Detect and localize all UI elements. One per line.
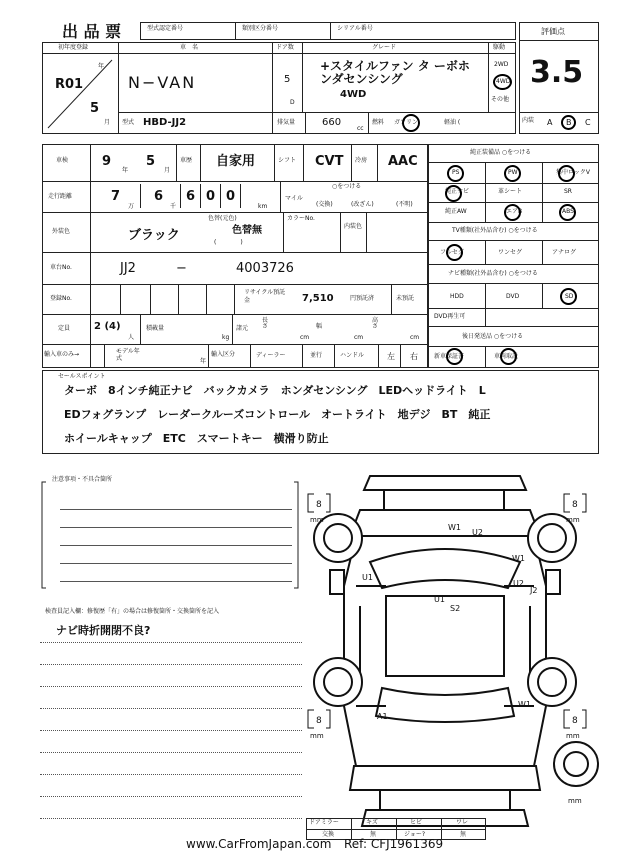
- main-info-box: [42, 144, 428, 368]
- handle-right: 右: [410, 352, 418, 361]
- mark-a1-rear: A1: [377, 712, 388, 721]
- dim-width: 幅: [316, 323, 323, 330]
- nav-dvd: DVD: [506, 293, 520, 300]
- mirror-header-2: キズ: [366, 819, 378, 826]
- import-dealer: ディーラー: [256, 352, 286, 359]
- import-model-year: モデル年式: [116, 348, 140, 362]
- first-reg-month-unit: 月: [104, 119, 111, 126]
- grade-sub: 4WD: [340, 89, 367, 100]
- mirror-cell-3: ジョー?: [404, 831, 426, 838]
- dim-width-unit: cm: [354, 334, 364, 341]
- color-code-label: カラーNo.: [287, 215, 315, 222]
- interior-label: 内装: [522, 117, 535, 124]
- recycle-deposited: 円預託済: [350, 295, 375, 302]
- tire-rr-unit: mm: [566, 732, 580, 740]
- drive-4wd-circle: [493, 74, 512, 90]
- interior-c: C: [585, 118, 591, 127]
- mileage-circle-label: ○をつける: [332, 183, 362, 190]
- nav-title: ナビ種類(社外品含む) ○をつける: [448, 270, 538, 277]
- tv-oneseg: ワンセグ: [498, 249, 523, 256]
- import-parallel: 並行: [310, 352, 323, 359]
- sheet-title: 出 品 票: [62, 22, 122, 41]
- grade-label: グレード: [372, 44, 397, 51]
- import-year-unit: 年: [200, 358, 207, 365]
- chassis-number: 4003726: [236, 261, 294, 276]
- header-codes-box: [140, 22, 516, 40]
- equip-aw: 純正AW: [445, 208, 467, 215]
- mirror-cell-2: 無: [370, 831, 377, 838]
- inspection-year-unit: 年: [122, 167, 129, 174]
- tire-fr-unit: mm: [566, 516, 580, 524]
- inspection-month-unit: 月: [164, 167, 171, 174]
- color-orig-label: 色替(元色): [208, 215, 237, 222]
- equip-navi: 純正ナビ: [445, 188, 470, 195]
- drive-4wd: 4WD: [496, 78, 511, 85]
- load-label: 積載量: [146, 325, 165, 332]
- chassis-label: 車台No.: [50, 264, 72, 271]
- shift-value: CVT: [315, 154, 344, 169]
- car-damage-diagram: [300, 466, 600, 836]
- tv-title: TV種類(社外品含む) ○をつける: [452, 227, 538, 234]
- score-label: 評価点: [541, 27, 565, 36]
- import-cat-label: 輸入区分: [211, 351, 236, 358]
- tire-rr-depth: 8: [572, 716, 578, 726]
- equip-pw: PW: [508, 169, 518, 176]
- capacity-unit: 人: [128, 334, 135, 341]
- category-label: 類別区分番号: [242, 25, 279, 32]
- later-manual-circle: [500, 348, 517, 365]
- later-warranty-circle: [446, 348, 463, 365]
- fuel-gasoline-circle: [402, 114, 420, 132]
- interior-color-label: 内装色: [344, 223, 363, 230]
- equip-ps-circle: [447, 165, 464, 182]
- first-reg-month: 5: [90, 101, 100, 116]
- history-label: 車歴: [180, 157, 193, 164]
- load-unit: kg: [222, 334, 230, 341]
- drive-2wd: 2WD: [494, 61, 509, 68]
- chassis-prefix: JJ2: [120, 261, 136, 276]
- watermark-ref: Ref: CFJ1961369: [344, 837, 444, 851]
- grade-value: +スタイルファン タ ーボホンダセンシング: [320, 59, 470, 86]
- name-label: 車 名: [180, 44, 199, 51]
- tv-fullseg-circle: [446, 244, 463, 261]
- handle-label: ハンドル: [340, 352, 365, 359]
- color-value: ブラック: [128, 228, 180, 243]
- inspector-label: 検査員記入欄：修復歴「有」の場合は修復箇所・交換箇所を記入: [45, 608, 220, 615]
- mileage-meter-label: マイル: [285, 195, 303, 202]
- dim-length: 長さ: [262, 317, 269, 330]
- dim-length-unit: cm: [300, 334, 310, 341]
- nav-sd: SD: [565, 293, 574, 300]
- mileage-label: 走行距離: [48, 193, 73, 200]
- score-value: 3.5: [530, 55, 584, 90]
- fuel-gasoline: ガソリン: [394, 119, 419, 126]
- later-warranty: 新車保証書: [434, 353, 465, 360]
- disp-unit: cc: [357, 125, 364, 132]
- import-label: 輸入車のみ→: [44, 351, 80, 358]
- equipment-title: 純正装備品 ○をつける: [470, 149, 532, 156]
- mark-s2-roof: S2: [450, 604, 461, 613]
- inspector-note-1: ナビ時折開閉不良?: [56, 624, 151, 637]
- equip-central-lock: 集中ロックV: [556, 169, 590, 176]
- reg-label: 登録No.: [50, 295, 72, 302]
- tire-rl-depth: 8: [316, 716, 322, 726]
- mileage-km: km: [258, 203, 268, 210]
- mark-u1-roof: U1: [434, 595, 445, 604]
- tire-fr-depth: 8: [572, 500, 578, 510]
- equip-sr: SR: [564, 188, 572, 195]
- mileage-opt-exchange: (交換): [316, 201, 333, 208]
- drive-other: その他: [491, 96, 510, 103]
- chassis-dash: −: [176, 261, 187, 276]
- interior-a: A: [547, 118, 553, 127]
- equip-pw-circle: [504, 165, 521, 182]
- doors-sub: D: [290, 99, 295, 106]
- equip-navi-circle: [445, 185, 462, 202]
- vehicle-name: N−VAN: [128, 73, 197, 92]
- equip-airbag-circle: [504, 204, 521, 221]
- model-label: 型式: [122, 119, 135, 126]
- tv-analog: アナログ: [552, 249, 577, 256]
- mileage-d3: 6: [186, 189, 196, 204]
- tv-fullseg: フルセグ: [440, 249, 464, 256]
- disp-value: 660: [322, 117, 342, 128]
- ac-value: AAC: [388, 154, 418, 169]
- doors-value: 5: [284, 74, 291, 85]
- color-paren: ( ): [214, 239, 243, 246]
- inspection-month: 5: [146, 154, 156, 169]
- mileage-d5: 0: [226, 189, 236, 204]
- color-label: 外装色: [52, 228, 71, 235]
- mileage-sen: 千: [170, 203, 177, 210]
- mark-u2-front: U2: [472, 528, 483, 537]
- dim-label: 諸元: [236, 325, 249, 332]
- fuel-diesel: 軽油 (: [444, 119, 461, 126]
- color-orig-value: 色替無: [232, 225, 262, 236]
- history-value: 自家用: [216, 154, 256, 169]
- drive-label: 駆動: [493, 44, 506, 51]
- equip-abs-circle: [559, 204, 576, 221]
- mark-j2-right: J2: [530, 586, 538, 595]
- mirror-header-3: ヒビ: [410, 819, 423, 826]
- sales-line-1: ターボ 8インチ純正ナビ バックカメラ ホンダセンシング LEDヘッドライト L: [64, 384, 486, 397]
- fuel-label: 燃料: [372, 119, 385, 126]
- type-cert-label: 型式認定番号: [147, 25, 184, 32]
- recycle-label: リサイクル預託金: [244, 289, 286, 304]
- first-reg-diagonal: [44, 56, 116, 132]
- equip-central-lock-circle: [558, 165, 575, 182]
- spare-tire-unit: mm: [568, 797, 582, 805]
- dim-height: 高さ: [372, 317, 379, 330]
- shift-label: シフト: [278, 157, 297, 164]
- serial-label: シリアル番号: [337, 25, 373, 32]
- mark-w1-front: W1: [448, 523, 461, 532]
- interior-b: B: [566, 118, 572, 127]
- first-reg-label: 初年度登録: [58, 44, 89, 51]
- mirror-cell-1: 交換: [322, 831, 335, 838]
- notes-label: 注意事項・不具合箇所: [52, 476, 113, 483]
- equip-ps: PS: [452, 169, 460, 176]
- mileage-opt-tamper: (改ざん): [351, 201, 374, 208]
- notes-bracket: [40, 476, 302, 594]
- tire-fl-unit: mm: [310, 516, 324, 524]
- first-reg-era: R01: [55, 77, 84, 92]
- mark-u2-right: U2: [513, 579, 524, 588]
- mileage-d2: 6: [154, 189, 164, 204]
- mileage-opt-unknown: (不明): [396, 201, 413, 208]
- inspection-year: 9: [102, 154, 112, 169]
- equip-leather: 革シート: [498, 188, 523, 195]
- capacity-value: 2 (4): [94, 321, 121, 332]
- mark-u1-left: U1: [362, 573, 373, 582]
- sales-line-3: ホイールキャップ ETC スマートキー 横滑り防止: [64, 432, 329, 445]
- disp-label: 排気量: [277, 119, 296, 126]
- inspection-label: 車検: [56, 157, 69, 164]
- watermark-site: www.CarFromJapan.com: [186, 837, 332, 851]
- recycle-not-deposited: 未預託: [396, 295, 415, 302]
- capacity-label: 定員: [58, 325, 71, 332]
- mark-w1-rear: W1: [518, 700, 531, 709]
- handle-left: 左: [387, 352, 395, 361]
- nav-dvd-play: DVD再生可: [434, 313, 466, 320]
- ac-label: 冷房: [355, 157, 368, 164]
- mileage-d1: 7: [111, 189, 121, 204]
- model-value: HBD-JJ2: [143, 117, 187, 128]
- equip-abs: ABS: [562, 208, 574, 215]
- mirror-cell-4: 無: [460, 831, 467, 838]
- mark-w1-right: W1: [512, 554, 525, 563]
- doors-label: ドア数: [276, 44, 294, 51]
- recycle-value: 7,510: [302, 293, 334, 304]
- sales-line-2: EDフォグランプ レーダークルーズコントロール オートライト 地デジ BT 純正: [64, 408, 491, 421]
- equip-airbag: エアB: [506, 208, 523, 215]
- first-reg-year-unit: 年: [98, 63, 105, 70]
- mirror-header-1: ドアミラー: [309, 819, 339, 826]
- dim-height-unit: cm: [410, 334, 420, 341]
- interior-b-circle: [561, 115, 576, 130]
- later-title: 後日発送品 ○をつける: [462, 333, 524, 340]
- tire-fl-depth: 8: [316, 500, 322, 510]
- sales-label: セールスポイント: [58, 373, 106, 380]
- nav-hdd: HDD: [450, 293, 464, 300]
- later-manual: 車両取説: [494, 353, 519, 360]
- mirror-header-4: ワレ: [456, 819, 469, 826]
- mileage-man: 万: [128, 203, 135, 210]
- nav-sd-circle: [560, 288, 577, 305]
- tire-rl-unit: mm: [310, 732, 324, 740]
- mileage-d4: 0: [206, 189, 216, 204]
